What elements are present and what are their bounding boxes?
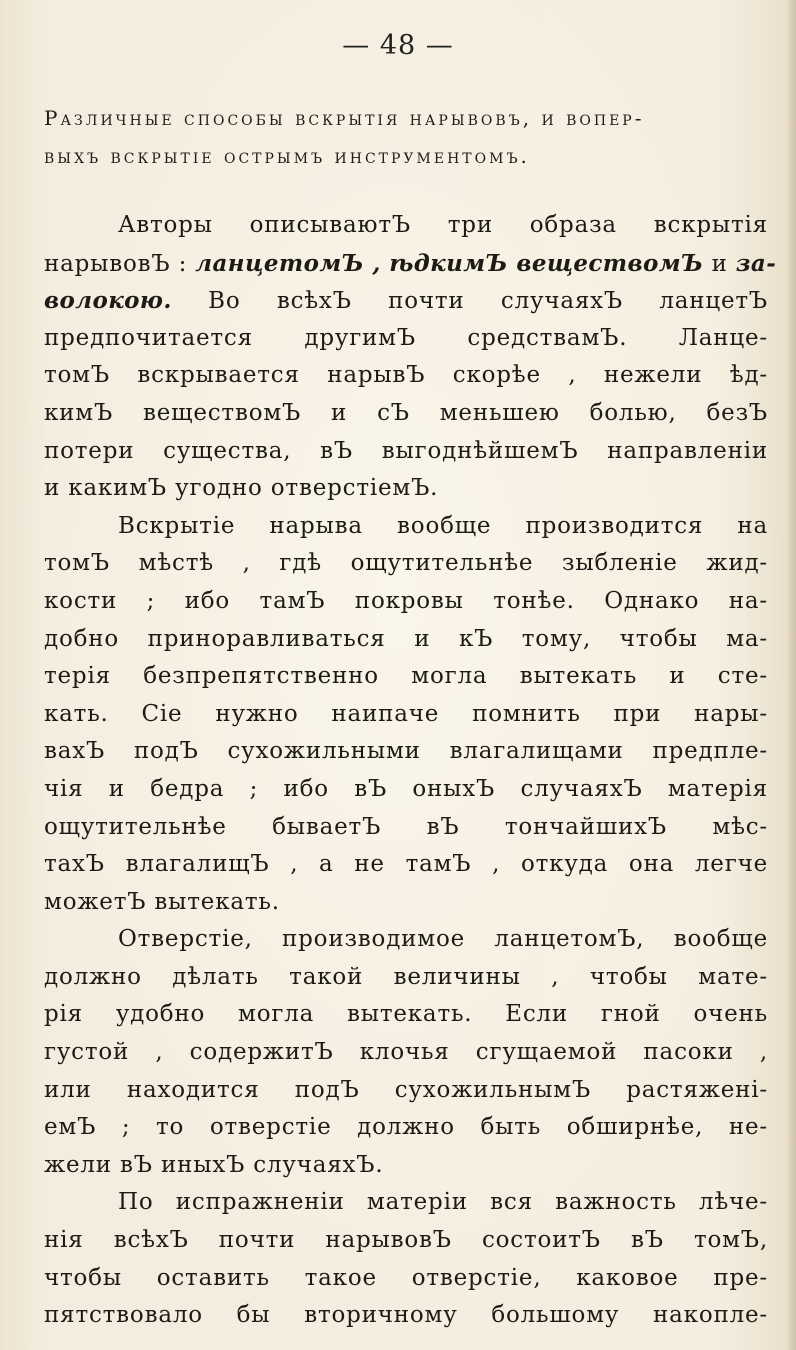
text-run: и xyxy=(703,250,736,277)
text-run: должно дѣлать такой величины , чтобы мате- xyxy=(44,963,768,990)
text-run: томЪ мѣстѣ , гдѣ ощутительнѣе зыбленіе жид- xyxy=(44,550,768,577)
text-line xyxy=(44,1034,768,1072)
text-line xyxy=(44,809,768,847)
text-run: Вскрытіе нарыва вообще производится на xyxy=(118,512,768,539)
text-run: По испражненіи матеріи вся важность лѣче- xyxy=(118,1189,768,1216)
text-run: чія и бедра ; ибо вЪ оныхЪ случаяхЪ матерія xyxy=(44,775,768,802)
text-run: жели вЪ иныхЪ случаяхЪ. xyxy=(44,1151,384,1178)
text-line xyxy=(44,959,768,997)
text-run: кимЪ веществомЪ и сЪ меньшею болью, безЪ xyxy=(44,399,768,426)
text-line xyxy=(44,433,768,471)
text-line xyxy=(44,357,768,395)
text-line xyxy=(44,1260,768,1298)
text-line xyxy=(44,921,768,959)
text-run: и какимЪ угодно отверстіемЪ. xyxy=(44,475,439,502)
text-line xyxy=(44,1184,768,1222)
text-run: емЪ ; то отверстіе должно быть обширнѣе, не- xyxy=(44,1114,768,1141)
text-line xyxy=(44,282,768,320)
text-line xyxy=(44,1222,768,1260)
text-run: потери существа, вЪ выгоднѣйшемЪ направленіи xyxy=(44,437,768,464)
text-run: чтобы оставить такое отверстіе, каковое пре- xyxy=(44,1264,768,1291)
text-run: пятствовало бы вторичному большому накопле- xyxy=(44,1302,768,1329)
body-text xyxy=(44,207,777,1335)
text-run: кать. Сіе нужно наипаче помнить при нары- xyxy=(44,700,768,727)
page-number: — 48 — xyxy=(342,30,454,61)
text-line xyxy=(44,395,768,433)
text-line xyxy=(44,207,768,245)
text-run: тахЪ влагалищЪ , а не тамЪ , откуда она легче xyxy=(44,851,768,878)
italic-term: за- xyxy=(735,249,777,277)
text-run: нія всѣхЪ почти нарывовЪ состоитЪ вЪ томЪ, xyxy=(44,1227,768,1254)
text-line xyxy=(44,583,768,621)
italic-term: ланцетомЪ , ѣдкимЪ веществомЪ xyxy=(195,249,704,277)
section-heading-line-2: выхъ вскрытіе острымъ инструментомъ. xyxy=(44,144,530,168)
text-line xyxy=(44,1297,768,1335)
text-run: предпочитается другимЪ средствамЪ. Ланце- xyxy=(44,324,768,351)
text-line xyxy=(44,1147,768,1185)
text-run: кости ; ибо тамЪ покровы тонѣе. Однако на- xyxy=(44,587,768,614)
text-line xyxy=(44,508,768,546)
text-run: Авторы описываютЪ три образа вскрытія xyxy=(118,212,768,238)
text-run: или находится подЪ сухожильнымЪ растяжені- xyxy=(44,1076,768,1103)
text-line xyxy=(44,733,768,771)
text-run: Во всѣхЪ почти случаяхЪ ланцетЪ xyxy=(171,288,768,315)
text-run: можетЪ вытекать. xyxy=(44,888,280,915)
text-line xyxy=(44,245,777,283)
text-line xyxy=(44,771,768,809)
text-line xyxy=(44,470,768,508)
text-line xyxy=(44,1109,768,1147)
text-line xyxy=(44,621,768,659)
text-line xyxy=(44,320,768,358)
italic-term: волокою. xyxy=(44,287,172,315)
text-run: терія безпрепятственно могла вытекать и сте- xyxy=(44,663,768,690)
text-line xyxy=(44,884,768,922)
text-line xyxy=(44,1072,768,1110)
text-line xyxy=(44,545,768,583)
text-run: нарывовЪ : xyxy=(44,250,196,277)
text-line xyxy=(44,846,768,884)
page-edge-shadow xyxy=(786,0,796,1350)
text-run: добно приноравливаться и кЪ тому, чтобы ма- xyxy=(44,625,768,652)
text-run: Отверстіе, производимое ланцетомЪ, вообще xyxy=(118,926,768,953)
text-run: томЪ вскрывается нарывЪ скорѣе , нежели ѣд- xyxy=(44,362,768,389)
text-line xyxy=(44,996,768,1034)
text-run: густой , содержитЪ клочья сгущаемой пасоки , xyxy=(44,1039,768,1066)
text-line xyxy=(44,696,768,734)
text-run: вахЪ подЪ сухожильными влагалищами предпле- xyxy=(44,738,768,765)
text-line xyxy=(44,658,768,696)
section-heading-line-1: Различные способы вскрытія нарывовъ, и вопер- xyxy=(44,106,645,130)
text-run: ощутительнѣе бываетЪ вЪ тончайшихЪ мѣс- xyxy=(44,813,768,840)
text-run: рія удобно могла вытекать. Если гной очень xyxy=(44,1001,768,1028)
